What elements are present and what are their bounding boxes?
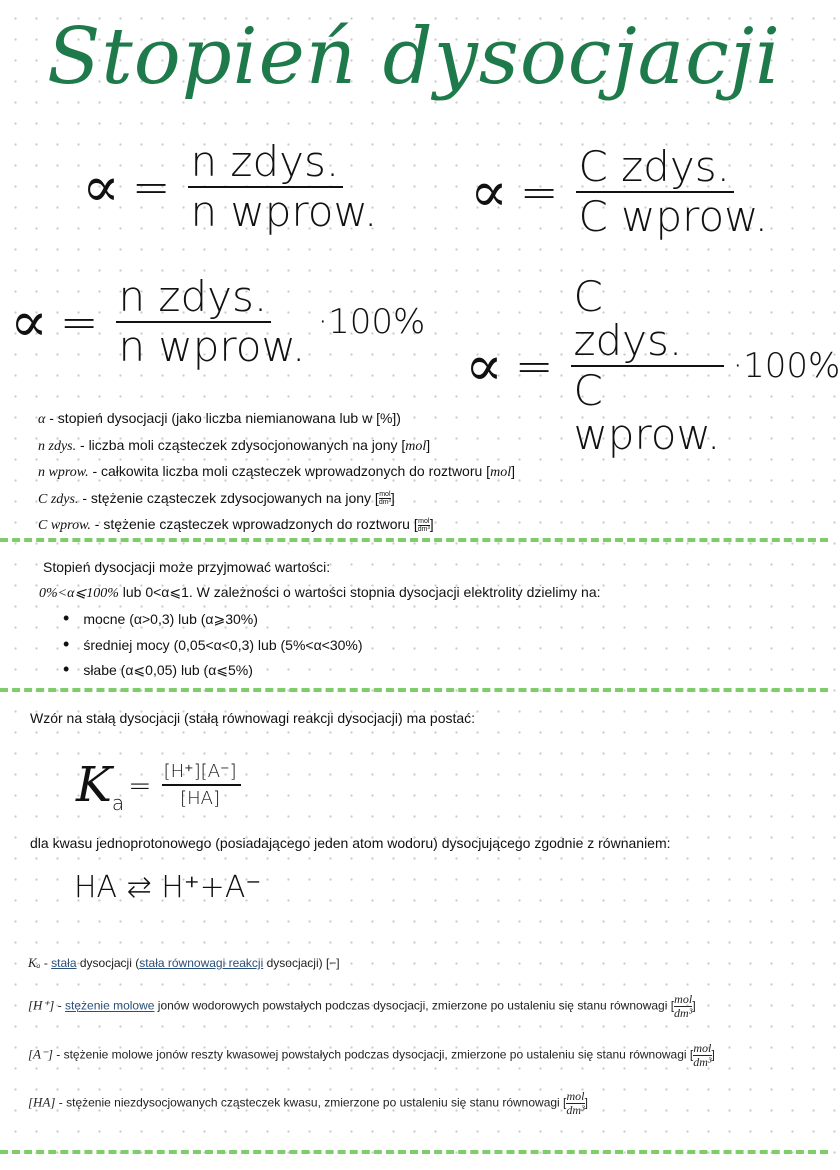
bracket: ] xyxy=(511,463,515,479)
link-stezenie-molowe[interactable]: stężenie molowe xyxy=(65,998,155,1013)
equals-sign: = xyxy=(128,768,152,802)
values-intro: Stopień dysocjacji może przyjmować wartości: xyxy=(43,559,331,575)
numerator: n zdys. xyxy=(116,275,271,323)
classification-list xyxy=(43,606,601,683)
separator: - xyxy=(40,956,52,970)
fraction xyxy=(188,137,381,236)
unit-denominator: dm³ xyxy=(378,499,391,507)
legend-text: dysocjacji ( xyxy=(76,956,140,970)
symbol: [HA] xyxy=(28,1094,56,1110)
unit-fraction xyxy=(379,491,391,506)
k-letter: K xyxy=(76,757,112,813)
divider xyxy=(0,688,828,692)
definition-item xyxy=(38,459,515,486)
legend-text: dysocjacji) [−] xyxy=(263,956,340,970)
bracket: ] xyxy=(390,489,395,506)
unit-denominator: dm³ xyxy=(674,1006,693,1020)
alpha-symbol: ∝ xyxy=(465,333,503,399)
denominator: C wprow. xyxy=(578,192,769,241)
symbol: C wprow. xyxy=(38,518,91,533)
legend-ha xyxy=(28,1090,588,1117)
symbol: C zdys. xyxy=(38,491,79,507)
ka-intro-text: Wzór na stałą dysocjacji (stałą równowagi reakcji dysocjacji) ma postać: xyxy=(30,710,476,726)
unit-numerator: mol xyxy=(379,491,391,499)
fraction xyxy=(571,272,724,459)
definition-item xyxy=(38,433,515,460)
divider xyxy=(0,538,828,542)
denominator: n wprow. xyxy=(118,322,306,371)
symbol: [A⁻] xyxy=(28,1046,53,1062)
bracket: ] xyxy=(711,1047,715,1062)
unit-denominator: dm³ xyxy=(693,1055,712,1069)
list-item: • mocne (α>0,3) lub (α⩾30%) xyxy=(63,606,601,632)
definition-text: - liczba moli cząsteczek zdysocjonowanych na jony [ xyxy=(76,436,406,453)
unit-numerator: mol xyxy=(566,1089,585,1103)
legend-text: - stężenie niezdysocjowanych cząsteczek kwasu, zmierzone po ustaleniu się stanu równowagi [ xyxy=(55,1095,567,1110)
definition-item xyxy=(38,512,515,539)
unit-denominator: dm³ xyxy=(566,1103,585,1117)
numerator: [H⁺][A⁻] xyxy=(162,761,241,786)
equals-sign: = xyxy=(514,339,554,393)
values-range xyxy=(39,580,601,607)
alpha-symbol: ∝ xyxy=(82,154,120,220)
formula-c-percent xyxy=(465,272,840,459)
symbol: n zdys. xyxy=(38,438,77,454)
equals-sign: = xyxy=(519,165,559,219)
equals-sign: = xyxy=(131,160,171,214)
unit-fraction xyxy=(693,1042,711,1069)
definition-text: - stopień dysocjacji (jako liczba niemianowana lub w [%]) xyxy=(45,410,401,426)
symbol: α xyxy=(38,412,46,427)
ka-formula xyxy=(76,755,241,815)
fraction xyxy=(116,272,309,371)
percent-factor: ·100% xyxy=(317,302,426,342)
unit: mol xyxy=(490,465,512,480)
alpha-symbol: ∝ xyxy=(10,289,48,355)
denominator: C wprow. xyxy=(573,366,721,459)
numerator: C zdys. xyxy=(576,145,733,193)
list-item: • słabe (α⩽0,05) lub (α⩽5%) xyxy=(63,657,601,683)
numerator: n zdys. xyxy=(188,140,343,188)
symbol: [H⁺] xyxy=(28,997,55,1013)
k-subscript: a xyxy=(111,791,125,815)
unit-fraction xyxy=(566,1090,584,1117)
definition-text: - stężenie cząsteczek zdysocjowanych na jony [ xyxy=(78,489,379,506)
divider xyxy=(0,1150,828,1154)
bracket: ] xyxy=(692,998,696,1013)
formula-c-ratio xyxy=(470,142,772,241)
unit-denominator: dm³ xyxy=(417,525,430,533)
numerator: C zdys. xyxy=(571,275,724,367)
link-stala-rownowagi[interactable]: stała równowagi reakcji xyxy=(139,956,264,970)
fraction xyxy=(162,761,241,809)
dissociation-reaction: HA ⇄ H⁺+A⁻ xyxy=(74,870,262,905)
formula-n-percent xyxy=(10,272,426,371)
definitions-list xyxy=(38,406,515,539)
equation-intro-text: dla kwasu jednoprotonowego (posiadającego jeden atom wodoru) dysocjującego zgodnie z równaniem: xyxy=(30,835,671,851)
symbol: Kₐ xyxy=(28,955,41,970)
equals-sign: = xyxy=(59,295,99,349)
page-title: Stopień dysocjacji xyxy=(47,12,781,102)
fraction xyxy=(576,142,772,241)
alpha-symbol: ∝ xyxy=(470,159,508,225)
denominator: n wprow. xyxy=(190,187,378,236)
definition-item xyxy=(38,406,515,433)
separator: - xyxy=(54,998,66,1013)
bracket: ] xyxy=(584,1095,588,1110)
legend-h xyxy=(28,993,696,1020)
unit-numerator: mol xyxy=(693,1041,712,1055)
unit-numerator: mol xyxy=(674,992,693,1006)
symbol: n wprow. xyxy=(38,465,89,480)
bracket: ] xyxy=(426,436,431,453)
legend-ka xyxy=(28,955,340,971)
bracket: ] xyxy=(429,516,434,532)
formula-n-ratio xyxy=(82,137,381,236)
legend-text: - stężenie molowe jonów reszty kwasowej powstałych podczas dysocjacji, zmierzone po ustaleniu się stanu równowagi [ xyxy=(52,1047,694,1062)
unit-numerator: mol xyxy=(418,517,430,525)
legend-a xyxy=(28,1042,715,1069)
definition-item xyxy=(38,486,515,513)
unit: mol xyxy=(405,438,427,454)
list-item: • średniej mocy (0,05<α<0,3) lub (5%<α<30%) xyxy=(63,632,601,658)
range-text: lub 0<α⩽1. W zależności o wartości stopnia dysocjacji elektrolity dzielimy na: xyxy=(118,583,601,600)
legend-text: jonów wodorowych powstałych podczas dysocjacji, zmierzone po ustaleniu się stanu równowagi [ xyxy=(154,998,675,1013)
values-block xyxy=(39,555,601,683)
unit-fraction xyxy=(674,993,692,1020)
link-stala[interactable]: stała xyxy=(51,956,77,970)
denominator: [HA] xyxy=(180,788,221,809)
definition-text: - stężenie cząsteczek wprowadzonych do roztworu [ xyxy=(90,516,418,532)
unit-fraction xyxy=(418,518,430,533)
definition-text: - całkowita liczba moli cząsteczek wprowadzonych do roztworu [ xyxy=(88,463,491,479)
range-expression: 0%<α⩽100% xyxy=(39,585,119,601)
percent-factor: ·100% xyxy=(732,346,840,386)
